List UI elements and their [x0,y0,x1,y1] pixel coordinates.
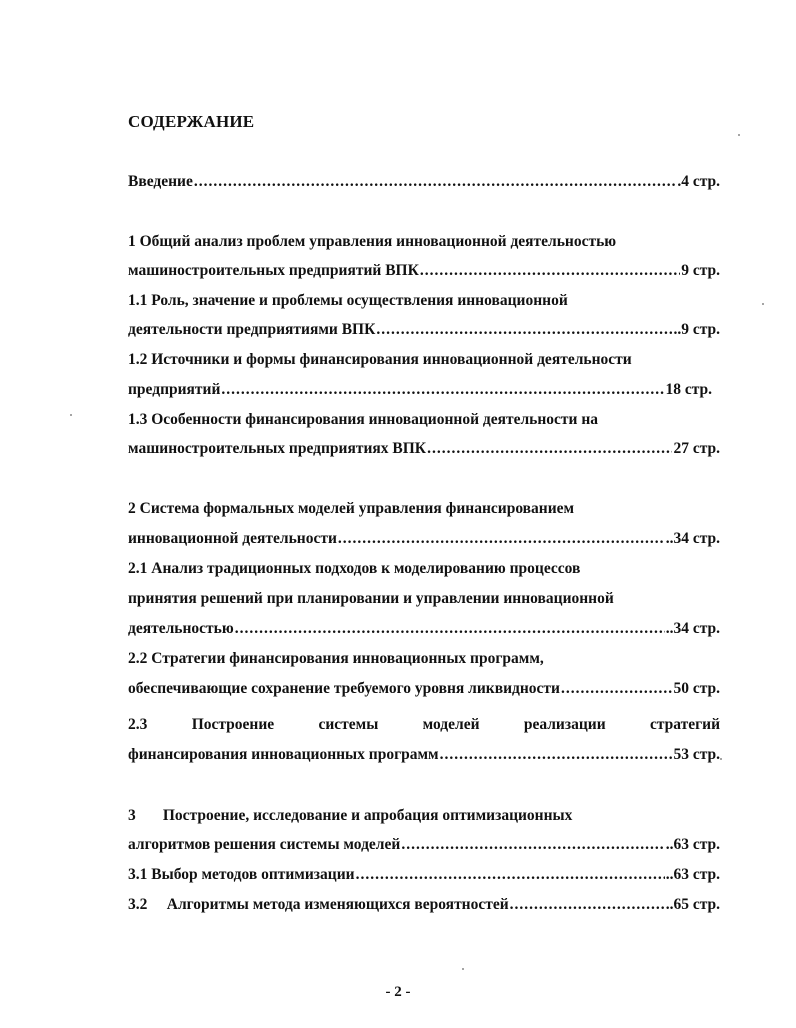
scan-speck [762,303,764,305]
toc-entry-1-line2: машиностроительных предприятий ВПК ..... 9 стр. [128,261,720,281]
toc-entry-3-2: 3.2 Алгоритмы метода изменяющихся вероятностей ..... ..65 стр. [128,895,720,915]
toc-entry-2-1-line2: принятия решений при планировании и управлении инновационной [128,590,614,607]
toc-entry-1-2-line1: 1.2 Источники и формы финансирования инновационной деятельности [128,351,632,368]
toc-entry-2-1-line1: 2.1 Анализ традиционных подходов к моделированию процессов [128,560,581,577]
toc-entry-1-2-line2: предприятий ..... 18 стр. [128,380,712,400]
toc-entry-2-3-line2: финансирования инновационных программ ..... 53 стр. [128,745,720,765]
toc-entry-1-3-line1: 1.3 Особенности финансирования инновационной деятельности на [128,411,599,428]
toc-entry-2-line1: 2 Система формальных моделей управления финансированием [128,500,575,517]
toc-entry-3-line1: 3 Построение, исследование и апробация оптимизационных [128,807,573,824]
toc-entry-1-1-line1: 1.1 Роль, значение и проблемы осуществления инновационной [128,292,568,309]
toc-entry-3-1: 3.1 Выбор методов оптимизации ..... ..63 стр. [128,865,720,885]
page-number: - 2 - [385,984,411,1000]
scan-speck [738,134,740,136]
toc-entry-2-3-line1: 2.3 Построение системы моделей реализации стратегий [128,716,720,733]
toc-entry-2-1-line3: деятельностью ..... ..34 стр. [128,619,720,639]
toc-entry-2-line2: инновационной деятельности ..... ..34 стр. [128,529,720,549]
toc-entry-2-2-line2: обеспечивающие сохранение требуемого уровня ликвидности ..... 50 стр. [128,679,720,699]
scan-speck [720,758,722,760]
toc-entry-1-line1: 1 Общий анализ проблем управления инновационной деятельностью [128,233,617,250]
toc-entry-intro: Введение ..... .4 стр. [128,172,720,192]
toc-entry-3-line2: алгоритмов решения системы моделей ..... ..63 стр. [128,835,720,855]
toc-entry-2-2-line1: 2.2 Стратегии финансирования инновационных программ, [128,650,544,667]
scan-speck [70,414,72,416]
toc-entry-1-1-line2: деятельности предприятиями ВПК ..... ..9 стр. [128,320,720,340]
scan-speck [462,968,464,970]
page-title: СОДЕРЖАНИЕ [128,112,255,131]
toc-entry-1-3-line2: машиностроительных предприятиях ВПК ..... 27 стр. [128,439,720,459]
